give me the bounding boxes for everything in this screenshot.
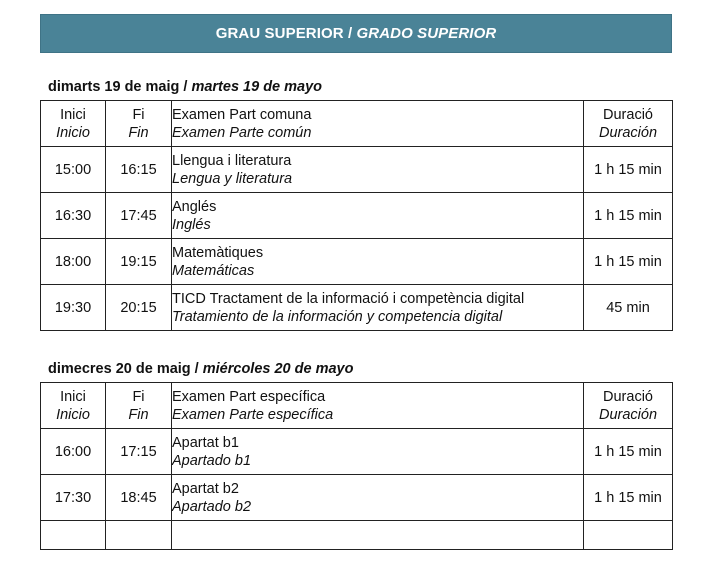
header-end-ca: Fi (132, 388, 145, 405)
end-time: 19:15 (106, 239, 172, 285)
header-duration-es: Duración (598, 124, 658, 141)
header-duration (584, 383, 673, 429)
start-time: 16:00 (41, 429, 106, 475)
header-duration-ca: Duració (603, 388, 653, 405)
subject-es: Matemáticas (172, 262, 255, 279)
day-heading-1 (48, 79, 322, 95)
header-end-es: Fin (128, 406, 149, 423)
header-start (41, 101, 106, 147)
schedule-table-2 (40, 382, 673, 550)
header-exam (172, 383, 584, 429)
header-end (106, 383, 172, 429)
empty-cell (106, 521, 172, 550)
header-exam-es: Examen Parte específica (172, 406, 334, 423)
duration: 1 h 15 min (584, 239, 673, 285)
day-heading-ca: dimecres 20 de maig / (48, 361, 199, 377)
subject-ca: TICD Tractament de la informació i competència digital (172, 290, 525, 307)
header-end (106, 101, 172, 147)
header-start-ca: Inici (60, 388, 86, 405)
duration: 1 h 15 min (584, 147, 673, 193)
day-heading-ca: dimarts 19 de maig / (48, 79, 188, 95)
header-start (41, 383, 106, 429)
subject (172, 475, 584, 521)
end-time: 17:45 (106, 193, 172, 239)
duration: 45 min (584, 285, 673, 331)
subject (172, 285, 584, 331)
banner-title-es: GRADO SUPERIOR (356, 25, 497, 42)
table-row (41, 147, 673, 193)
subject (172, 429, 584, 475)
start-time: 15:00 (41, 147, 106, 193)
duration: 1 h 15 min (584, 475, 673, 521)
start-time: 18:00 (41, 239, 106, 285)
duration: 1 h 15 min (584, 193, 673, 239)
subject (172, 147, 584, 193)
banner-title-ca: GRAU SUPERIOR / (215, 25, 353, 42)
start-time: 16:30 (41, 193, 106, 239)
table-row (41, 239, 673, 285)
header-end-es: Fin (128, 124, 149, 141)
header-duration-ca: Duració (603, 106, 653, 123)
subject-es: Apartado b2 (172, 498, 252, 515)
day-heading-es: miércoles 20 de mayo (202, 361, 354, 377)
empty-cell (172, 521, 584, 550)
subject-ca: Llengua i literatura (172, 152, 292, 169)
empty-cell (584, 521, 673, 550)
start-time: 19:30 (41, 285, 106, 331)
header-start-es: Inicio (56, 124, 90, 141)
subject (172, 193, 584, 239)
header-exam (172, 101, 584, 147)
table-row (41, 429, 673, 475)
header-exam-ca: Examen Part específica (172, 388, 326, 405)
header-start-ca: Inici (60, 106, 86, 123)
subject-ca: Anglés (172, 198, 217, 215)
start-time: 17:30 (41, 475, 106, 521)
schedule-table-1 (40, 100, 673, 331)
subject-es: Tratamiento de la información y competencia digital (172, 308, 503, 325)
header-duration-es: Duración (598, 406, 658, 423)
subject-es: Inglés (172, 216, 211, 233)
header-exam-es: Examen Parte común (172, 124, 312, 141)
subject (172, 239, 584, 285)
header-exam-ca: Examen Part comuna (172, 106, 312, 123)
empty-cell (41, 521, 106, 550)
level-banner (40, 14, 672, 53)
table-row (41, 193, 673, 239)
day-heading-es: martes 19 de mayo (191, 79, 323, 95)
end-time: 17:15 (106, 429, 172, 475)
subject-es: Lengua y literatura (172, 170, 293, 187)
subject-ca: Apartat b1 (172, 434, 239, 451)
duration: 1 h 15 min (584, 429, 673, 475)
table-header-row (41, 383, 673, 429)
header-start-es: Inicio (56, 406, 90, 423)
empty-row (41, 521, 673, 550)
table-header-row (41, 101, 673, 147)
subject-ca: Matemàtiques (172, 244, 264, 261)
header-duration (584, 101, 673, 147)
day-heading-2 (48, 361, 353, 377)
subject-es: Apartado b1 (172, 452, 252, 469)
header-end-ca: Fi (132, 106, 145, 123)
table-row (41, 475, 673, 521)
end-time: 16:15 (106, 147, 172, 193)
table-row (41, 285, 673, 331)
end-time: 18:45 (106, 475, 172, 521)
subject-ca: Apartat b2 (172, 480, 239, 497)
end-time: 20:15 (106, 285, 172, 331)
